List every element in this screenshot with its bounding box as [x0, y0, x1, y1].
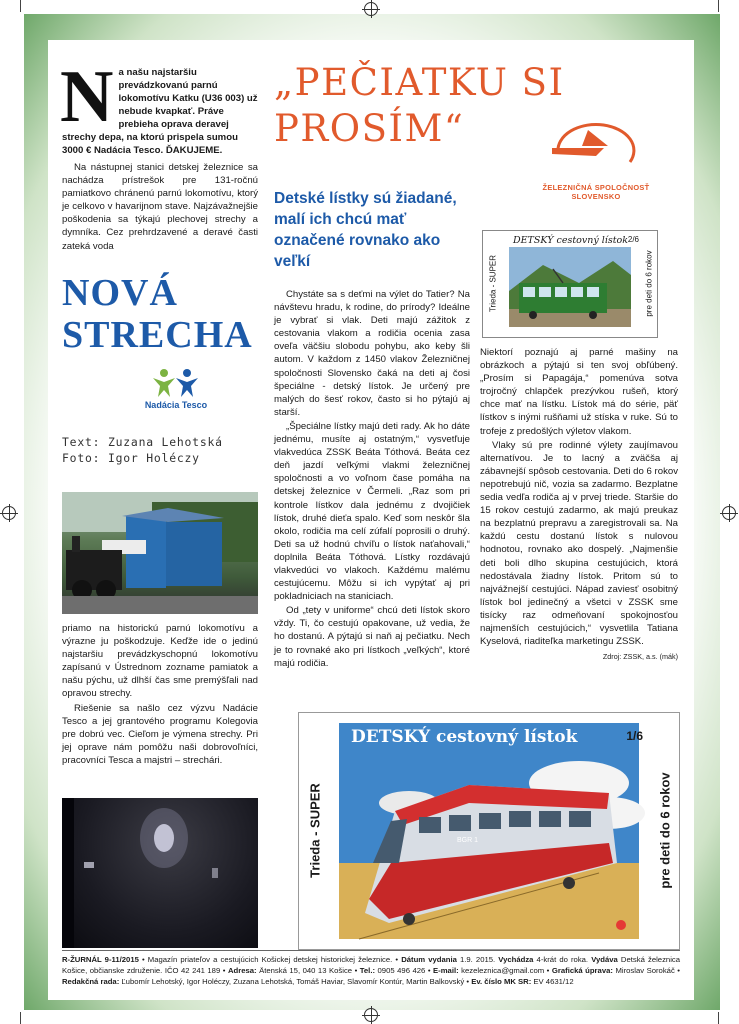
registration-mark-right: [722, 506, 736, 520]
paragraph: Vlaky sú pre rodinné výlety zaujímavou alternatívou. Je to lacný a zväčša aj zábavnejší spôsob cestovania. Deti do 6 rokov nepotrebujú nič, vozia sa zadarmo. Bezplatne sedia vedľa rodiča aj v prvej triede. Staršie do 15 rokov cestujú zadarmo, ak majú preukaz na bezplatnú prepravu a zaregistrovali sa. Na každú cestu dostanú lístok s nulovou hodnotou, rovnako ako dospelý. „Najmenšie deti boli dlho skupina cestujúcich, ktorá nedostávala žiadny lístok. Pritom sú to najvážnejší cestujúci. Nápad zaviesť osobitný lístok bol jedinečný a všetci v ZSSK sme tisícky raz odmeňovaní spokojnosťou najmenších cestujúcich,“ vysvetlila Tatiana Kyselová, riaditeľka marketingu ZSSK.: [480, 439, 678, 648]
footer-text: EV 4631/12: [531, 976, 574, 986]
paragraph: Niektorí poznajú aj parné mašiny na obrázkoch a pýtajú si ten svoj obľúbený. „Prosím si Papagája,“ pomenúva sotva trojročný chlapček prezývkou rušeň, ktorý chce mať na lístku. Lístok má do série, päť lístkov s inými rušňami už stíska v ruke. Sú to trofeje z predošlých výletov vlakom.: [480, 347, 678, 437]
paragraph: Od „tety v uniforme“ chcú deti lístok skoro vždy. Ti, čo cestujú opakovane, už vedia, že ho dostanú. A pýtajú si naň aj pečiatku. Nech je to rovnaké ako pri lístkoch „veľkých“, ktoré majú rodičia.: [274, 605, 470, 669]
ticket-small-number: 2/6: [627, 235, 639, 244]
left-paragraph-1: [62, 161, 258, 253]
footer-label: Redakčná rada:: [62, 976, 120, 986]
ticket-big-train-number: BGR 1: [457, 837, 479, 844]
crop-mark: [20, 0, 21, 12]
paragraph: Riešenie sa našlo cez výzvu Nadácie Tesco a jej grantového programu Kolegovia pre dobrú vec. Cieľom je výmena strechy. Pri jej oprave nám pomôžu naši dobrovoľníci, pracovníci Tesca a majstri – strechári.: [62, 702, 258, 766]
footer-text: Ätenská 15, 040 13 Košice •: [256, 965, 360, 975]
ticket-small-image: [482, 230, 658, 338]
drop-cap: N: [60, 56, 114, 138]
footer-text: Ľubomír Lehotský, Igor Holéczy, Zuzana Lehotská, Tomáš Haviar, Slavomír Kontúr, Martin Balkovský •: [119, 976, 472, 986]
paragraph: priamo na historickú parnú lokomotívu a výrazne ju poškodzuje. Keďže ide o jedinú najstaršiu prevádzkyschopnú lokomotívu zapísanú v Ústrednom zozname pamiatok a našu pýchu, už dlhší čas sme premýšľali nad opravou strechy.: [62, 623, 258, 700]
footer-label: Ev. číslo MK SR:: [471, 976, 532, 986]
author-credit: [62, 434, 262, 466]
magazine-page: [48, 40, 694, 1000]
footer-text: Detská železnica Košice, občianske združenie. IČO 42 241 189 •: [62, 955, 681, 975]
crop-mark: [718, 0, 719, 12]
footer-text: 1.9. 2015.: [456, 955, 499, 964]
ticket-big-side-left: Trieda - SUPER: [307, 783, 323, 878]
article-column-middle: [274, 288, 470, 671]
tesco-label: Nadácia Tesco: [144, 400, 208, 410]
zssk-emblem-icon: [548, 122, 644, 178]
zssk-label: ŽELEZNIČNÁ SPOLOČNOSŤ SLOVENSKO: [542, 183, 650, 201]
photo-dark-interior: [62, 798, 258, 948]
article-source: Zdroj: ZSSK, a.s. (mák): [602, 652, 678, 662]
heading-line: STRECHA: [62, 314, 253, 356]
heading-line: NOVÁ: [62, 272, 178, 314]
tesco-logo: [128, 368, 224, 410]
heading-nova-strecha: [62, 272, 262, 356]
footer-magazine-name: R-ŽURNÁL 9-11/2015: [62, 955, 139, 964]
left-column-continued: [62, 622, 258, 768]
ticket-big-image: [298, 712, 680, 950]
footer-text: Miroslav Sorokáč •: [612, 965, 680, 975]
zssk-logo: [518, 122, 674, 201]
title-line: PROSÍM“: [274, 107, 465, 150]
ticket-big-title: DETSKÝ cestovný lístok: [351, 727, 578, 747]
registration-mark-left: [2, 506, 16, 520]
ticket-small-side-right: pre deti do 6 rokov: [644, 250, 654, 317]
ticket-big-side-right: pre deti do 6 rokov: [657, 772, 673, 889]
footer-label: Vychádza: [498, 955, 534, 964]
registration-mark-top: [364, 2, 378, 16]
footer-text: kezeleznica@gmail.com •: [458, 965, 552, 975]
footer-text: • Magazín priateľov a cestujúcich Košickej detskej historickej železnice. •: [138, 955, 402, 964]
paragraph: Na nástupnej stanici detskej železnice sa nachádza prístrešok pre 131-ročnú pamiatkovo chránenú parnú lokomotívu, ktorý je celkovo v havarijnom stave. Najzávažnejšie poškodenia sa týkajú plechovej strechy a dymníka. Cez prehrdzavené a deravé časti zateká voda: [62, 162, 258, 252]
ticket-small-title: DETSKÝ cestovný lístok: [513, 235, 629, 246]
photo-locomotive-shed: [62, 492, 258, 614]
footer-label: Adresa:: [227, 965, 257, 975]
ticket-big-number: 1/6: [626, 729, 643, 743]
ticket-small-side-left: Trieda - SUPER: [488, 254, 498, 313]
title-line: „PEČIATKU SI: [274, 61, 565, 104]
paragraph: Chystáte sa s deťmi na výlet do Tatier? Na návštevu hradu, k rodine, do prírody? Ideálne je vybrať si vlak. Deti majú zážitok z cestovania vlakom a rodičia ocenia zasa oveľa väčšiu slobodu pohybu, ako keby šli autom. V každom z 1450 vlakov Železničnej spoločnosti Slovensko čaká na deti aj čosi špeciálne - detský lístok. Je určený pre malých do šesť rokov, často si ho pýtajú aj starší.: [274, 289, 470, 418]
footer-label: Dátum vydania: [401, 955, 457, 964]
article-column-right: [480, 346, 678, 663]
footer-label: Vydáva: [591, 955, 618, 964]
intro-paragraph: [60, 56, 258, 157]
crop-mark: [718, 1012, 719, 1024]
article-subtitle: Detské lístky sú žiadané, malí ich chcú mať označené rovnako ako veľkí: [274, 190, 457, 270]
footer-label: Grafická úprava:: [551, 965, 613, 975]
intro-text: a našu najstaršiu prevádzkovanú parnú lokomotívu Katku (U36 003) už nebude kvapkať. Práve prebieha oprava deravej strechy depa, na ktorú prispela sumou 3000 € Nadácia Tesco. ĎAKUJEME.: [62, 67, 258, 156]
people-icon: [151, 368, 201, 398]
footer-label: E-mail:: [433, 965, 459, 975]
footer-text: 0905 496 426 •: [375, 965, 434, 975]
imprint-footer: [62, 950, 680, 987]
footer-label: Tel.:: [359, 965, 376, 975]
credit-photo: Foto: Igor Holéczy: [62, 451, 200, 465]
registration-mark-bottom: [364, 1008, 378, 1022]
credit-text: Text: Zuzana Lehotská: [62, 435, 223, 449]
paragraph: „Špeciálne lístky majú deti rady. Ak ho dáte jednému, musíte aj ostatným,“ vysvetľuje vlakvedúca ZSSK Beáta Tóthová. Beáta cez deň jazdí veľkými vlakmi železničnej spoločnosti a vo voľnom čase pomáha na detskej železnice v Čermeli. „Raz som pri kontrole lístkov dala jednému z dvojičiek lístok, druhé dieťa spalo. Keď som neskôr šla okolo, rodičia ma celí zúfalí poprosili o druhý. Deti sa už hodnú chvíľu o lístok naťahovali,“ doplnila Beáta Tóthová. Lístky rozdávajú vlakvedúci vo vlakoch. Každému malému cestujúcemu. Môžu si ich vypýtať aj pri pokladniciach na staniciach.: [274, 420, 470, 603]
left-column: [60, 56, 258, 254]
crop-mark: [20, 1012, 21, 1024]
footer-text: 4-krát do roka.: [533, 955, 592, 964]
